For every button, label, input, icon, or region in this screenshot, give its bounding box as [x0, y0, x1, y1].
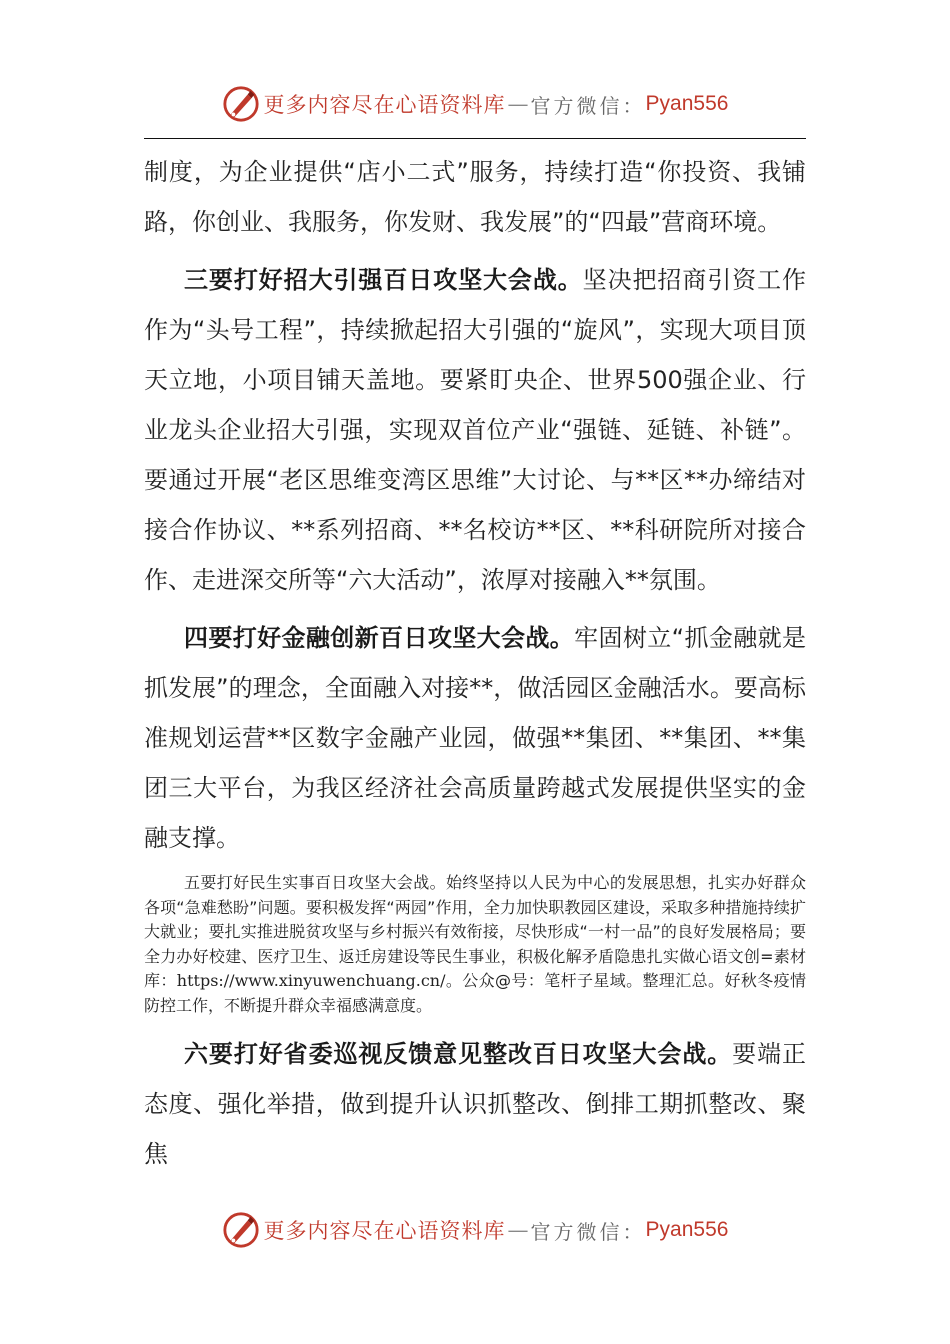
pen-logo-icon	[222, 1211, 260, 1249]
wechat-label: 官方微信：	[530, 1219, 646, 1244]
paragraph-3-text: 牢固树立“抓金融就是抓发展”的理念，全面融入对接**，做活园区金融活水。要高标准规划运营**区数字金融产业园，做强**集团、**集团、**集团三大平台，为我区经济社会高质量跨越式发展提供坚实的金融支撑。	[144, 624, 807, 852]
paragraph-4-url: https://www.xinyuwenchuang.cn/	[176, 971, 446, 991]
paragraph-3	[144, 613, 806, 863]
banner-text: 更多内容尽在心语资料库	[263, 1219, 506, 1243]
header-rule	[144, 138, 806, 139]
paragraph-3-title: 四要打好金融创新百日攻坚大会战。	[184, 624, 575, 652]
wechat-id: Pyan556	[645, 92, 729, 115]
paragraph-4-part1: 五要打好民生实事百日攻坚大会战。始终坚持以人民为中心的发展思想，扎实办好群众各项“急难愁盼”问题。要积极发挥“两园”作用，全力加快职教园区建设，采取多种措施持续扩大就业；要扎实推进脱贫攻坚与乡村振兴有效衔接，尽快形成“一村一品”的良好发展格局；要全力办好校建、医疗卫生、返迁房建设等民生事业，积极化解矛盾隐患扎实做心语文创=素材库：	[144, 873, 806, 991]
wechat-id: Pyan556	[645, 1218, 729, 1241]
pen-logo-icon	[222, 85, 260, 123]
banner-dash: —	[507, 1218, 529, 1242]
paragraph-4-small	[144, 871, 806, 1019]
header-banner	[0, 84, 950, 124]
paragraph-5-title: 六要打好省委巡视反馈意见整改百日攻坚大会战。	[184, 1039, 733, 1068]
paragraph-2-text: 坚决把招商引资工作作为“头号工程”，持续掀起招大引强的“旋风”，实现大项目顶天立地，小项目铺天盖地。要紧盯央企、世界500强企业、行业龙头企业招大引强，实现双首位产业“强链、延链、补链”。要通过开展“老区思维变湾区思维”大讨论、与**区**办缔结对接合作协议、**系列招商、**名校访**区、**科研院所对接合作、走进深交所等“六大活动”，浓厚对接融入**氛围。	[144, 266, 807, 594]
paragraph-4-part2: 。公众@号：笔杆子星域。整理汇总。好秋冬疫情防控工作，不断提升群众幸福感满意度。	[144, 971, 806, 1015]
paragraph-5-text: 要端正态度、强化举措，做到提升认识抓整改、倒排工期抓整改、聚焦	[144, 1039, 807, 1168]
document-body	[144, 147, 806, 1179]
paragraph-5	[144, 1029, 806, 1179]
banner-dash: —	[507, 92, 529, 116]
footer-banner	[0, 1210, 950, 1250]
paragraph-1-text: 制度，为企业提供“店小二式”服务，持续打造“你投资、我铺路，你创业、我服务，你发财、我发展”的“四最”营商环境。	[144, 158, 806, 236]
wechat-label: 官方微信：	[530, 93, 646, 118]
banner-text: 更多内容尽在心语资料库	[263, 93, 506, 117]
paragraph-2-title: 三要打好招大引强百日攻坚大会战。	[184, 266, 583, 294]
paragraph-2	[144, 255, 806, 605]
paragraph-1	[144, 147, 806, 247]
